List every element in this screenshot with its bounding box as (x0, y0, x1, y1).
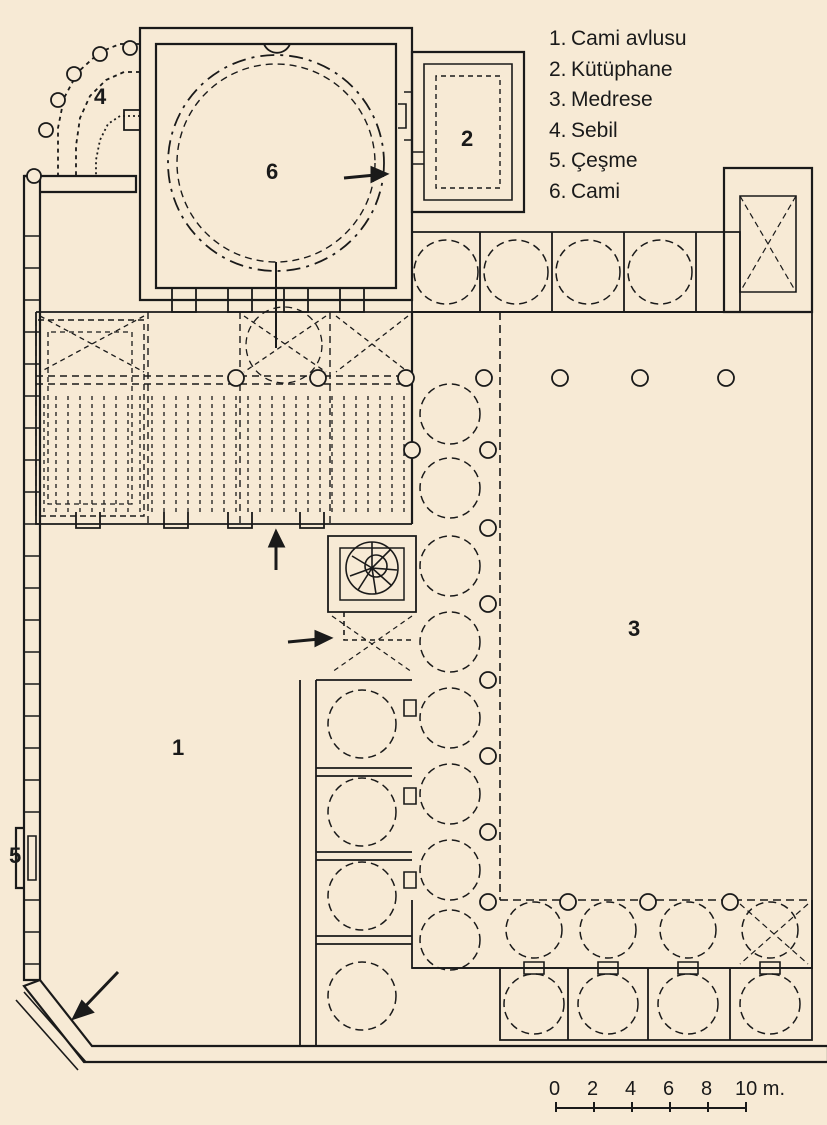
medrese-west-revak-columns (404, 442, 420, 458)
legend-item-6 (549, 177, 799, 208)
scale-tick-2: 2 (587, 1078, 599, 1100)
legend (549, 24, 799, 207)
mosque-entrance-arrow (344, 168, 386, 181)
medrese-east-columns (480, 442, 738, 910)
arcade-lower-bay-lines (44, 396, 404, 516)
mihrab-niche (264, 44, 290, 53)
sebil-structure (58, 44, 140, 176)
legend-number-3: 3. (549, 88, 567, 111)
legend-label-1: Cami avlusu (571, 27, 687, 50)
arcade-corner-vaults (40, 316, 408, 372)
legend-number-4: 4. (549, 118, 567, 142)
medrese-south-cells (412, 900, 812, 1040)
legend-label-5: Çeşme (571, 149, 638, 172)
spiral-staircase (346, 542, 398, 594)
scale-tick-6: 6 (663, 1078, 675, 1100)
scale-bar-labels (549, 1078, 799, 1100)
plan-marker-2: 2 (461, 126, 474, 151)
scale-tick-8: 8 (701, 1078, 713, 1100)
plan-marker-4: 4 (94, 84, 107, 109)
plan-marker-3: 3 (628, 616, 641, 641)
plan-marker-1: 1 (172, 735, 185, 760)
legend-number-1: 1. (549, 27, 567, 50)
legend-item-5 (549, 146, 799, 177)
site-boundary-diagonal (16, 992, 86, 1070)
legend-number-6: 6. (549, 179, 567, 203)
plan-marker-5: 5 (9, 843, 22, 868)
courtyard-arrow-north (270, 532, 283, 570)
legend-number-2: 2. (549, 57, 567, 81)
courtyard-wall-piers (24, 236, 40, 964)
minbar-line (268, 262, 284, 348)
arcade-south-piers (76, 512, 324, 528)
site-outer-wall (24, 176, 827, 1062)
scale-tick-0: 0 (549, 1078, 561, 1100)
sebil-columns (27, 41, 137, 183)
scale-tick-4: 4 (625, 1078, 637, 1100)
courtyard-arrow-southwest (74, 972, 118, 1018)
legend-label-4: Sebil (571, 118, 618, 142)
legend-label-6: Cami (571, 179, 621, 203)
scale-tick-10: 10 m. (735, 1078, 786, 1100)
legend-item-4 (549, 116, 799, 147)
legend-label-2: Kütüphane (571, 57, 673, 81)
arcade-dome-arcs (246, 307, 322, 383)
courtyard-arrow-east (288, 632, 330, 645)
medrese-north-cell-domes (414, 240, 692, 304)
scale-bar (549, 1078, 799, 1118)
medrese-north-cells (412, 232, 740, 312)
medrese-corridor-domes (420, 384, 480, 970)
plan-marker-6: 6 (266, 159, 279, 184)
legend-item-1 (549, 24, 799, 55)
legend-item-2 (549, 55, 799, 86)
legend-label-3: Medrese (571, 88, 653, 111)
legend-item-3 (549, 85, 799, 116)
legend-number-5: 5. (549, 149, 567, 172)
medrese-court-outline (412, 312, 812, 968)
